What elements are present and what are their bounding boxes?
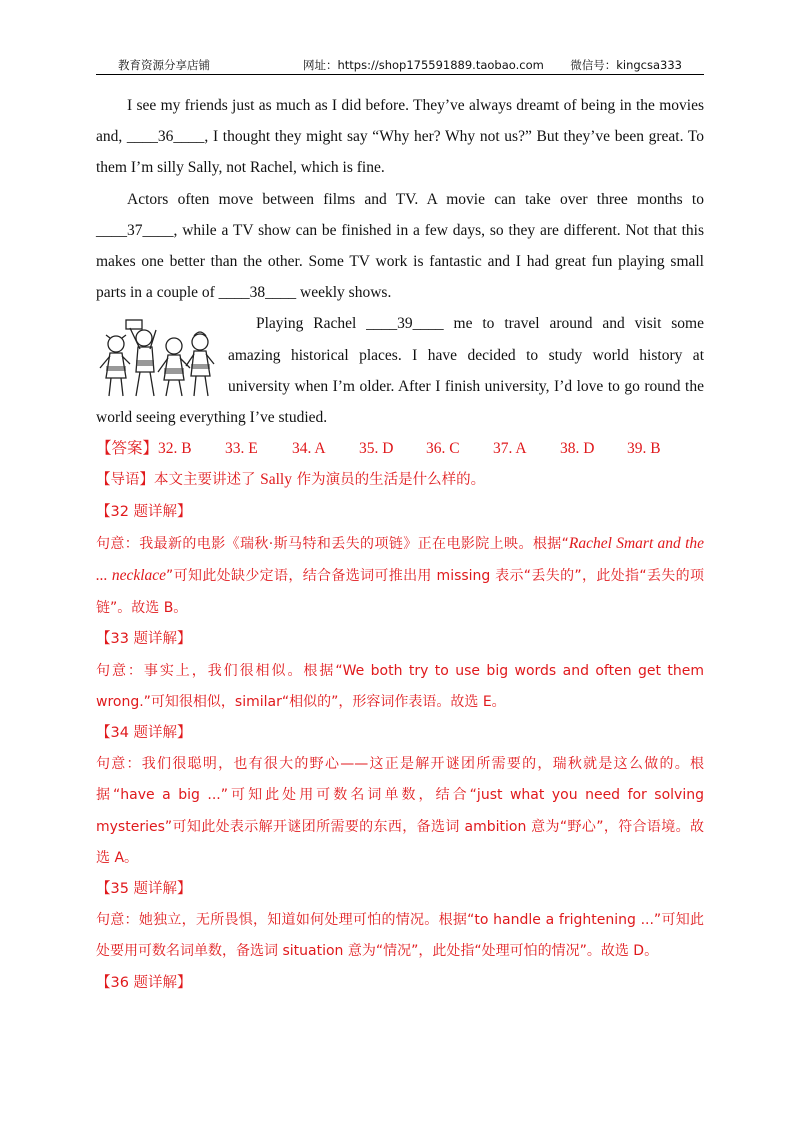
guide-row [96,464,704,496]
passage-paragraph-1 [96,90,704,184]
passage-paragraph-3-block [96,308,704,433]
header-website[interactable]: 网址：https://shop175591889.taobao.com [303,58,544,72]
page-content [96,90,704,999]
answer-item: 36. C [426,440,460,458]
header-shop-name: 教育资源分享店铺 [118,58,210,72]
blank-38: ____38____ [218,284,297,302]
answer-item: 34. A [292,440,326,458]
q33-heading: 【33 题详解】 [96,631,192,648]
answer-label: 【答案】 [96,439,159,458]
cartoon-children-icon [96,316,218,400]
q32-explanation [96,528,704,625]
answer-row [96,433,704,464]
guide-text: 本文主要讲述了 [154,472,261,489]
passage-text: I see my friends just as much as I did before. They’ve always dreamt of being in the movies and, [96,97,704,146]
explanation-text: ”可知此处缺少定语，结合备选词可推出用 missing 表示“丢失的”，此处指“丢失的项链”。故选 B。 [96,568,704,617]
blank-36: ____36____ [126,128,205,146]
answer-item: 35. D [359,440,394,458]
answer-item: 39. B [627,440,661,458]
guide-name: Sally [260,471,292,489]
passage-text: weekly shows. [296,284,392,302]
q36-heading: 【36 题详解】 [96,974,192,991]
passage-text: Actors often move between films and TV. A movie can take over three months to [127,190,704,208]
answer-item: 32. B [158,440,192,458]
passage-text: , while a TV show can be finished in a few days, so they are different. Not that this makes one better than the other. Some TV work is fantastic and I had great fun playing small parts in a couple of [96,221,704,302]
blank-39: ____39____ [366,315,444,333]
answer-item: 33. E [225,440,258,458]
page-header [96,56,704,75]
passage-text: Playing Rachel [256,315,367,333]
explanation-quote: Rachel Smart and the ... necklace [96,534,704,585]
answer-item: 37. A [493,440,527,458]
q33-explanation: 句意：事实上，我们很相似。根据“We both try to use big words and often get them wrong.”可知很相似，similar“相似的”，形容词作表语。故选 E。 [96,662,704,710]
passage-text: me to travel around and visit some amazing historical places. I have decided to study world history at university when I’m older. After I finish university, I’d love to go round the world seeing everything I’ve studied. [96,315,704,427]
explanation-text: 句意：我最新的电影《瑞秋·斯马特和丢失的项链》正在电影院上映。根据“ [96,535,569,552]
guide-text: 作为演员的生活是什么样的。 [291,472,486,489]
header-wechat: 微信号：kingcsa333 [570,58,682,72]
q34-explanation: 句意：我们很聪明，也有很大的野心——这正是解开谜团所需要的，瑞秋就是这么做的。根据“have a big ...”可知此处用可数名词单数，结合“just what you need for solving mysteries”可知此处表示解开谜团所需要的东西，备选词 ambition 意为“野心”，符合语境。故选 A。 [96,756,704,866]
passage-text: , I thought they might say “Why her? Why not us?” But they’ve been great. To them I’m silly Sally, not Rachel, which is fine. [96,128,704,177]
answer-item: 38. D [560,440,595,458]
blank-37: ____37____ [96,221,174,239]
q35-heading: 【35 题详解】 [96,881,192,898]
passage-paragraph-2 [96,184,704,309]
q32-heading: 【32 题详解】 [96,503,192,520]
guide-label: 【导语】 [96,472,154,489]
q34-heading: 【34 题详解】 [96,725,192,742]
q35-explanation: 句意：她独立，无所畏惧，知道如何处理可怕的情况。根据“to handle a frightening ...”可知此处要用可数名词单数，备选词 situation 意为“情况”，此处指“处理可怕的情况”。故选 D。 [96,912,704,960]
